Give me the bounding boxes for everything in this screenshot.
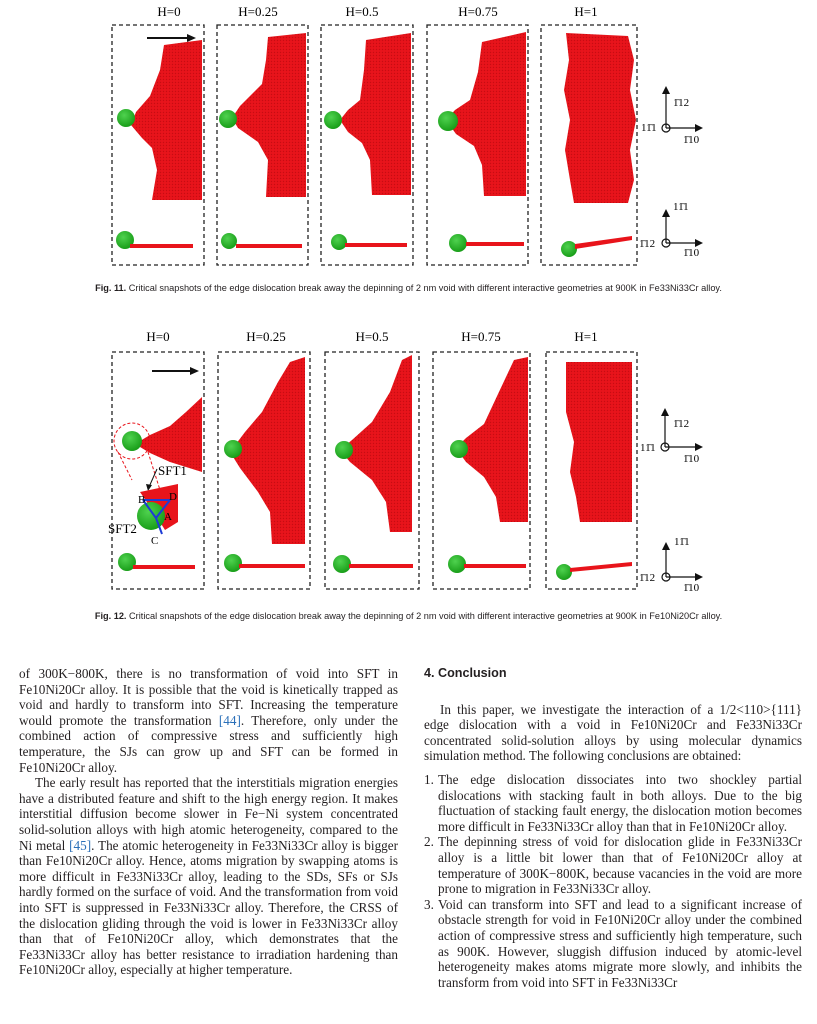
dislocation-snapshot <box>340 355 412 532</box>
dislocation-snapshot <box>564 33 636 203</box>
dislocation-line <box>466 242 524 246</box>
void-atoms <box>449 234 467 252</box>
void-atoms <box>221 233 237 249</box>
panel-label: H=0.25 <box>238 4 278 19</box>
figure-11-caption <box>0 283 817 293</box>
void-atoms <box>224 440 242 458</box>
axis-label: 1̄12 <box>673 97 690 109</box>
void-atoms <box>324 111 342 129</box>
void-atoms <box>219 110 237 128</box>
axis-label: 1̄10 <box>683 582 700 594</box>
axis-label: 11̄1 <box>673 201 689 213</box>
conclusion-list <box>424 772 802 990</box>
panel-label: H=0.75 <box>461 329 501 344</box>
section-heading: 4. Conclusion <box>424 666 507 680</box>
citation-link[interactable]: [44] <box>218 712 241 728</box>
dislocation-line <box>570 562 632 572</box>
panel-label: H=0.5 <box>345 4 379 19</box>
void-atoms <box>448 555 466 573</box>
dislocation-line <box>349 564 413 568</box>
caption-label: Fig. 12. <box>94 611 127 621</box>
panel-label: H=0.25 <box>246 329 286 344</box>
caption-text: Critical snapshots of the edge dislocation break away the depinning of 2 nm void with different interactive geometries at 900K in Fe33Ni33Cr alloy. <box>128 283 722 293</box>
void-atoms <box>438 111 458 131</box>
right-column <box>424 666 802 990</box>
list-item: 3. Void can transform into SFT and lead to a significant increase of obstacle strength for void in Fe10Ni20Cr alloy under the combined action of compressive stress and sufficiently high temperature, such as 900K. However, sluggish diffusion induced by atomic-level heterogeneity makes atoms migrate more slowly, and inhibits the transform from void into SFT in Fe33Ni33Cr <box>424 896 802 990</box>
dislocation-line <box>464 564 526 568</box>
figure-12-caption <box>0 611 817 621</box>
figure-11 <box>0 0 817 300</box>
void-atoms <box>122 431 142 451</box>
dislocation-line <box>130 244 193 248</box>
axis-label: 11̄1 <box>641 122 657 134</box>
dislocation-snapshot <box>446 32 526 196</box>
list-item: 2. The depinning stress of void for dislocation glide in Fe33Ni33Cr alloy is a little bit lower than that of Fe10Ni20Cr alloy at temperature of 300K−800K, because vacancies in the void are more prone to migration in Fe33Ni33Cr alloy. <box>424 834 802 897</box>
dislocation-snapshot <box>232 33 306 197</box>
axis-label: 1̄12 <box>673 418 690 430</box>
dislocation-snapshot <box>456 357 528 522</box>
caption-label: Fig. 11. <box>95 283 127 293</box>
vertex-d-label: D <box>169 491 177 503</box>
paragraph: The early result has reported that the interstitials migration energies have a distributed feature and shift to the high energy region. It makes interstitial diffusion become slower in Fe−Ni system concentrated solid-solution alloys with high atomic heterogeneity, compared to the Ni metal [45]. The atomic heterogeneity in Fe33Ni33Cr alloy is bigger than Fe10Ni20Cr alloy. Hence, atoms migration by swapping atoms is more difficult in Fe33Ni33Cr alloy, leading to the SDs, SFs or SJs hardly formed on the surface of void. And the transformation from void into SFT is suppressed in Fe33Ni33Cr alloy. Therefore, the CRSS of the dislocation gliding through the void is lower in Fe33Ni33Cr alloy than that of Fe10Ni20Cr alloy, which demonstrates that the Fe33Ni33Cr alloy has better resistance to irradiation hardening than Fe10Ni20Cr alloy, especially at higher temperature. <box>19 775 398 978</box>
list-item: 1. The edge dislocation dissociates into two shockley partial dislocations with stacking fault in both alloys. Due to the big fluctuation of stacking fault energy, the dislocation motion becomes more difficult in Fe33Ni33Cr alloy than that in Fe10Ni20Cr alloy. <box>424 771 802 834</box>
panel-label: H=0 <box>146 329 170 344</box>
dislocation-snapshot <box>566 362 632 522</box>
axis-label: 1̄12 <box>639 572 656 584</box>
caption-text: Critical snapshots of the edge dislocation break away the depinning of 2 nm void with different interactive geometries at 900K in Fe10Ni20Cr alloy. <box>129 611 723 621</box>
void-atoms <box>333 555 351 573</box>
void-atoms <box>224 554 242 572</box>
dislocation-line <box>345 243 407 247</box>
figure-12-graphic <box>0 322 817 627</box>
figure-11-graphic <box>0 0 817 300</box>
sft1-label: SFT1 <box>158 463 187 478</box>
crystal-axes-bottom <box>662 548 696 581</box>
panel-label: H=0.75 <box>458 4 498 19</box>
axis-label: 11̄1 <box>674 536 690 548</box>
dislocation-snapshot <box>340 33 411 195</box>
left-column <box>19 666 398 978</box>
axis-label: 1̄12 <box>639 238 656 250</box>
vertex-a-label: A <box>164 511 172 523</box>
void-atoms <box>450 440 468 458</box>
vertex-b-label: B <box>138 494 146 506</box>
void-atoms <box>335 441 353 459</box>
sft2-label: SFT2 <box>108 521 137 536</box>
axis-label: 11̄1 <box>640 442 656 454</box>
void-atoms <box>556 564 572 580</box>
figure-12 <box>0 322 817 627</box>
dislocation-line <box>575 236 632 249</box>
panel-label: H=1 <box>574 4 598 19</box>
void-atoms <box>331 234 347 250</box>
vertex-c-label: C <box>151 535 159 547</box>
panel-label: H=1 <box>574 329 598 344</box>
crystal-axes-bottom <box>662 215 696 247</box>
panel-label: H=0 <box>157 4 181 19</box>
void-atoms <box>117 109 135 127</box>
paragraph: of 300K−800K, there is no transformation of void into SFT in Fe10Ni20Cr alloy. It is possible that the void is kinetically trapped as void and hardly to transform into SFT. Increasing the temperature would promote the transformation [44]. Therefore, only under the combined action of compressive stress and sufficiently high temperature, the SJs can grow up and SFT can be formed in Fe10Ni20Cr alloy. <box>19 666 399 775</box>
dislocation-line <box>236 244 302 248</box>
dislocation-line <box>133 565 195 569</box>
axis-label: 1̄10 <box>683 134 700 146</box>
axis-label: 1̄10 <box>683 247 700 259</box>
citation-link[interactable]: [45] <box>69 837 92 853</box>
dislocation-snapshot <box>135 397 202 472</box>
paragraph: In this paper, we investigate the interaction of a 1/2<110>{111} edge dislocation with a void in Fe10Ni20Cr and Fe33Ni33Cr concentrated solid-solution alloys by using molecular dynamics simulation method. The following conclusions are obtained: <box>424 701 802 764</box>
axis-label: 1̄10 <box>683 453 700 465</box>
void-atoms <box>561 241 577 257</box>
dislocation-snapshot <box>131 40 202 200</box>
dislocation-line <box>239 564 305 568</box>
sft-inset-void <box>137 502 165 530</box>
panel-label: H=0.5 <box>355 329 389 344</box>
